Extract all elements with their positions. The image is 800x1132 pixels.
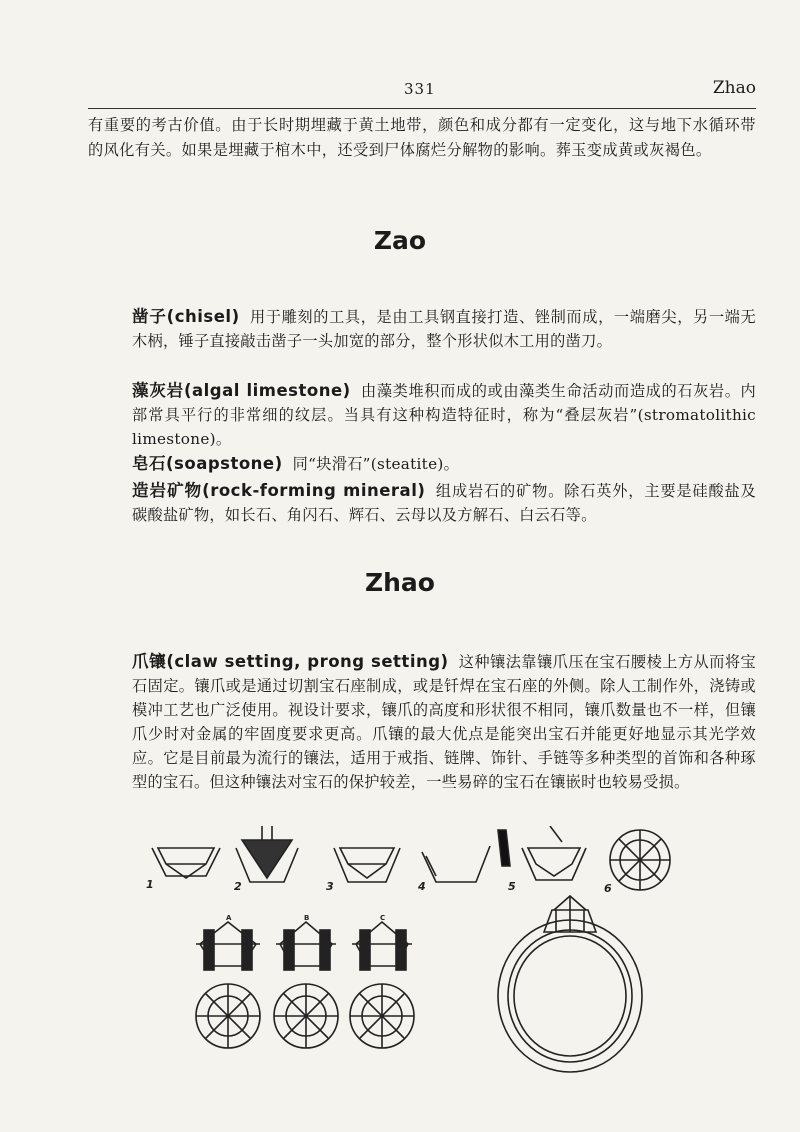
entry-chisel (88, 305, 756, 353)
variant-label: B (304, 914, 310, 922)
entry-claw-setting (88, 650, 756, 794)
step-6-drawing (610, 830, 670, 890)
variant-b-drawing (274, 922, 338, 1048)
entry-definition: 用于雕刻的工具，是由工具钢直接打造、锉制而成，一端磨尖，另一端无木柄，锤子直接敲击凿子一头加宽的部分，整个形状似木工用的凿刀。 (132, 308, 756, 350)
entry-definition: 由藻类堆积而成的或由藻类生命活动而造成的石灰岩。内部常具平行的非常细的纹层。当具有这种构造特征时，称为“叠层灰岩”(stromatolithic limestone)。 (132, 382, 756, 448)
entry-definition: 这种镶法靠镶爪压在宝石腰棱上方从而将宝石固定。镶爪或是通过切割宝石座制成，或是钎焊在宝石座的外侧。除人工制作外，浇铸或模冲工艺也广泛使用。视设计要求，镶爪的高度和形状很不相同，镶爪数量也不一样，但镶爪少时对金属的牢固度要求更高。爪镶的最大优点是能突出宝石并能更好地显示其光学效应。它是目前最为流行的镶法，适用于戒指、链牌、饰针、手链等多种类型的首饰和各种琢型的宝石。但这种镶法对宝石的保护较差，一些易碎的宝石在镶嵌时也较易受损。 (132, 653, 756, 791)
step-label: 1 (146, 878, 154, 891)
entry-term: 造岩矿物(rock-forming mineral) (132, 481, 426, 500)
entry-algal-limestone (88, 379, 756, 451)
variant-a-drawing (196, 922, 260, 1048)
section-title-zhao: Zhao (365, 568, 435, 597)
step-label: 3 (326, 880, 334, 893)
step-label: 2 (234, 880, 242, 893)
variant-label: C (380, 914, 386, 922)
page-header (88, 78, 756, 109)
step-label: 5 (508, 880, 516, 893)
step-1-drawing (152, 848, 220, 878)
variant-c-drawing (350, 922, 414, 1048)
entry-definition: 同“块滑石”(steatite)。 (292, 455, 460, 473)
entry-term: 爪镶(claw setting, prong setting) (132, 652, 449, 671)
step-2-drawing (236, 826, 298, 882)
entry-term: 皂石(soapstone) (132, 454, 283, 473)
step-5-drawing (498, 826, 586, 880)
step-4-drawing (422, 846, 490, 882)
step-3-drawing (334, 848, 400, 882)
step-label: 4 (418, 880, 426, 893)
entry-definition: 组成岩石的矿物。除石英外，主要是硅酸盐及碳酸盐矿物，如长石、角闪石、辉石、云母以及方解石、白云石等。 (132, 482, 756, 524)
entry-term: 藻灰岩(algal limestone) (132, 381, 351, 400)
page-number: 331 (404, 80, 436, 98)
running-head: Zhao (712, 78, 756, 98)
ring-drawing (498, 896, 642, 1072)
intro-paragraph: 有重要的考古价值。由于长时期埋藏于黄土地带，颜色和成分都有一定变化，这与地下水循环带的风化有关。如果是埋藏于棺木中，还受到尸体腐烂分解物的影响。葬玉变成黄或灰褐色。 (88, 116, 756, 159)
claw-setting-figure (140, 826, 700, 1086)
entry-term: 凿子(chisel) (132, 307, 240, 326)
section-title-zao: Zao (373, 226, 427, 255)
variant-label: A (226, 914, 232, 922)
step-label: 6 (604, 882, 612, 895)
entry-rock-forming-mineral (88, 479, 756, 527)
entry-soapstone (88, 452, 756, 476)
